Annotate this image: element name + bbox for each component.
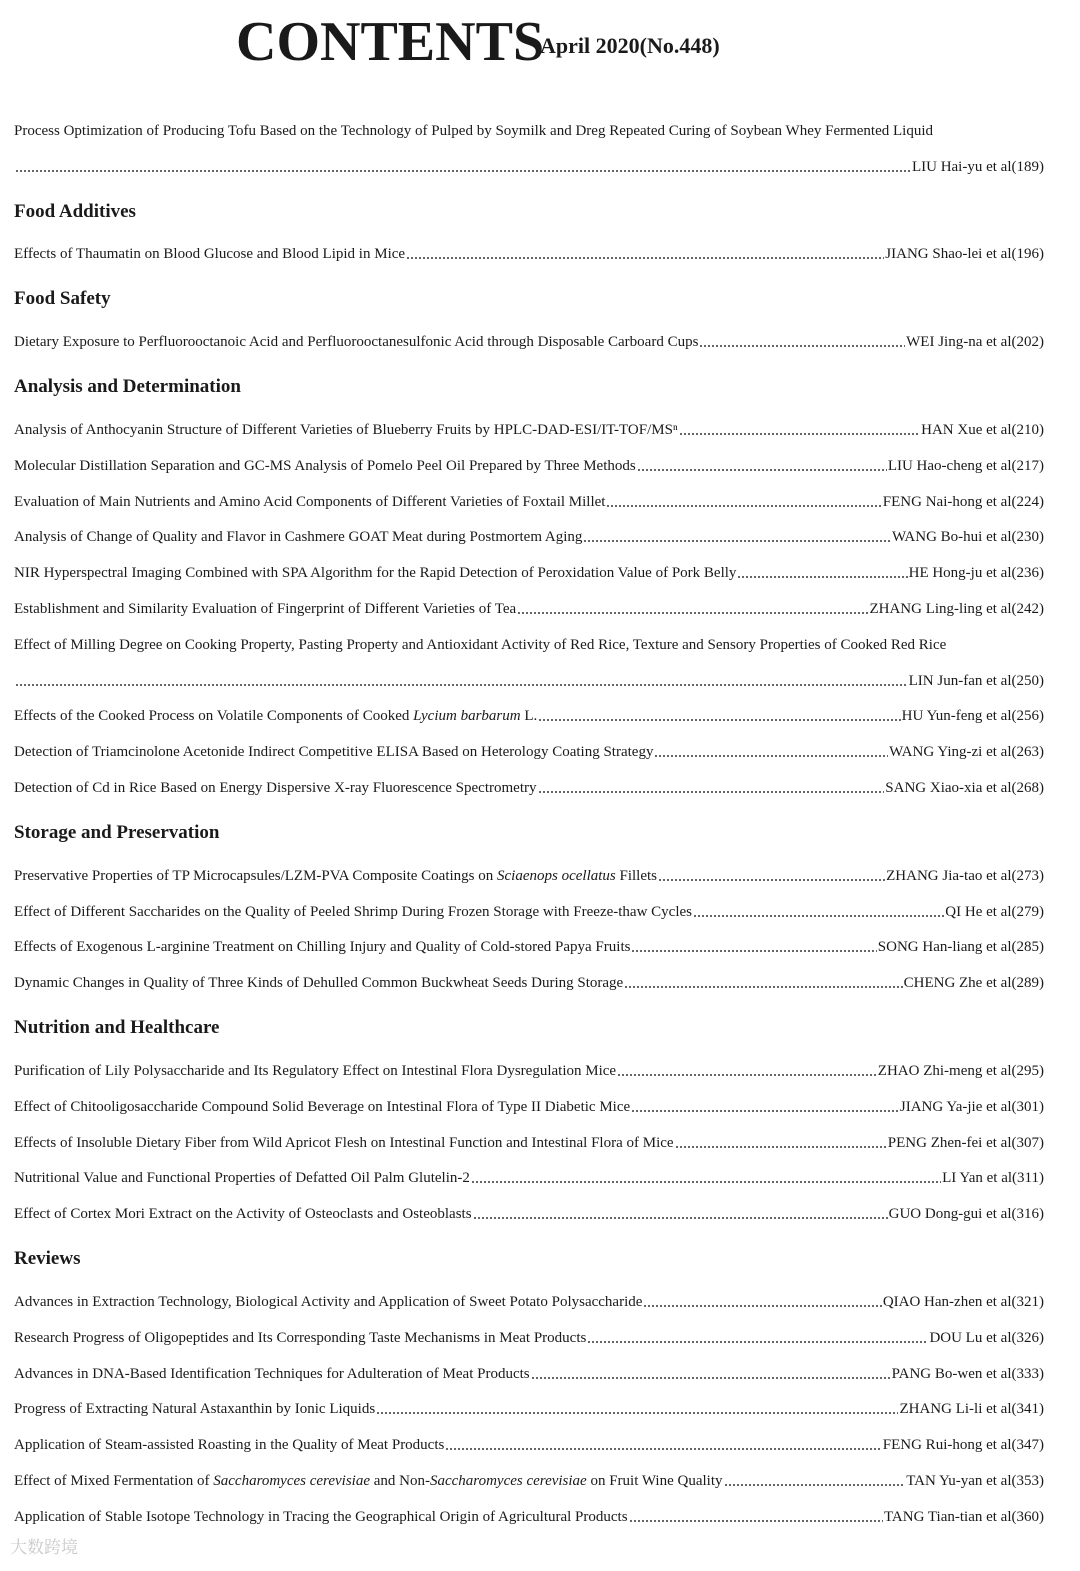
leader-dots: [679, 432, 920, 436]
article-title[interactable]: Advances in DNA-Based Identification Techniques for Adulteration of Meat Products: [14, 1365, 530, 1382]
leader-dots: [471, 1180, 941, 1184]
article-title[interactable]: NIR Hyperspectral Imaging Combined with SPA Algorithm for the Rapid Detection of Peroxidation Value of Pork Belly: [14, 565, 737, 582]
article-authors: TAN Yu-yan et al(353): [906, 1472, 1044, 1489]
toc-line: [14, 1195, 1044, 1231]
toc-line: [14, 1052, 1044, 1088]
article-authors: DOU Lu et al(326): [929, 1329, 1044, 1346]
article-title[interactable]: Purification of Lily Polysaccharide and Its Regulatory Effect on Intestinal Flora Dysregulation Mice: [14, 1062, 617, 1079]
toc-line: [14, 554, 1044, 590]
title-part: and Non-: [369, 1472, 430, 1489]
leader-dots: [737, 575, 907, 579]
article-title[interactable]: Establishment and Similarity Evaluation of Fingerprint of Different Varieties of Tea: [14, 600, 517, 617]
article-authors: PANG Bo-wen et al(333): [891, 1365, 1044, 1382]
leader-dots: [15, 683, 908, 687]
article-title[interactable]: Application of Steam-assisted Roasting in the Quality of Meat Products: [14, 1437, 445, 1454]
toc-entry: [14, 1052, 1044, 1088]
article-title[interactable]: Effects of Insoluble Dietary Fiber from Wild Apricot Flesh on Intestinal Function and Intestinal Flora of Mice: [14, 1134, 674, 1151]
leader-dots: [15, 169, 911, 173]
table-of-contents: [14, 112, 1044, 1534]
toc-line: [14, 1160, 1044, 1196]
toc-line: [14, 1088, 1044, 1124]
article-authors: TANG Tian-tian et al(360): [883, 1508, 1044, 1525]
article-title[interactable]: [14, 1473, 723, 1490]
leader-dots: [583, 539, 891, 543]
toc-entry: [14, 483, 1044, 519]
toc-entry: [14, 733, 1044, 769]
article-authors: QI He et al(279): [945, 903, 1044, 920]
toc-entry: [14, 447, 1044, 483]
leader-dots: [654, 754, 888, 758]
article-authors: HAN Xue et al(210): [921, 421, 1044, 438]
toc-entry: [14, 554, 1044, 590]
toc-entry: [14, 236, 1044, 272]
leader-dots: [658, 878, 885, 882]
article-title[interactable]: [14, 708, 537, 725]
article-title[interactable]: Detection of Triamcinolone Acetonide Indirect Competitive ELISA Based on Heterology Coating Strategy: [14, 744, 654, 761]
article-authors: HU Yun-feng et al(256): [901, 708, 1044, 725]
toc-entry: [14, 112, 1044, 184]
section-heading: Food Safety: [14, 288, 111, 310]
article-authors: SANG Xiao-xia et al(268): [885, 779, 1044, 796]
species-name: Lycium barbarum: [413, 708, 521, 725]
toc-line: [14, 148, 1044, 184]
toc-entry: [14, 1391, 1044, 1427]
article-authors: JIANG Shao-lei et al(196): [885, 246, 1044, 263]
article-title[interactable]: Detection of Cd in Rice Based on Energy Dispersive X-ray Fluorescence Spectrometry: [14, 779, 537, 796]
toc-entry: [14, 1283, 1044, 1319]
toc-line: [14, 1426, 1044, 1462]
toc-line: [14, 1355, 1044, 1391]
article-authors: HE Hong-ju et al(236): [908, 565, 1044, 582]
leader-dots: [531, 1376, 891, 1380]
article-title[interactable]: Dynamic Changes in Quality of Three Kinds of Dehulled Common Buckwheat Seeds During Storage: [14, 975, 624, 992]
toc-line: [14, 626, 1044, 662]
article-authors: QIAO Han-zhen et al(321): [882, 1293, 1044, 1310]
toc-line: [14, 662, 1044, 698]
leader-dots: [473, 1216, 888, 1220]
toc-entry: [14, 1160, 1044, 1196]
article-title[interactable]: Dietary Exposure to Perfluorooctanoic Acid and Perfluorooctanesulfonic Acid through Disposable Carboard Cups: [14, 334, 699, 351]
toc-line: [14, 1498, 1044, 1534]
toc-entry: [14, 1462, 1044, 1498]
leader-dots: [376, 1411, 898, 1415]
species-name: Sciaenops ocellatus: [497, 867, 616, 884]
toc-line: [14, 1319, 1044, 1355]
article-authors: ZHANG Jia-tao et al(273): [886, 867, 1044, 884]
article-authors: ZHANG Ling-ling et al(242): [869, 600, 1044, 617]
article-title[interactable]: Advances in Extraction Technology, Biological Activity and Application of Sweet Potato Polysaccharide: [14, 1293, 643, 1310]
title-part: Effect of Mixed Fermentation of: [14, 1472, 214, 1489]
toc-entry: [14, 893, 1044, 929]
issue-label: April 2020(No.448): [540, 33, 720, 58]
leader-dots: [629, 1519, 883, 1523]
leader-dots: [699, 344, 905, 348]
leader-dots: [693, 914, 944, 918]
leader-dots: [675, 1145, 887, 1149]
article-title[interactable]: Application of Stable Isotope Technology in Tracing the Geographical Origin of Agricultural Products: [14, 1508, 628, 1525]
toc-entry: [14, 1355, 1044, 1391]
article-title[interactable]: Effects of Exogenous L-arginine Treatment on Chilling Injury and Quality of Cold-stored Papya Fruits: [14, 939, 631, 956]
toc-line: [14, 323, 1044, 359]
article-authors: JIANG Ya-jie et al(301): [899, 1098, 1044, 1115]
article-authors: PENG Zhen-fei et al(307): [887, 1134, 1044, 1151]
toc-line: [14, 590, 1044, 626]
leader-dots: [643, 1304, 881, 1308]
toc-line: [14, 1391, 1044, 1427]
toc-entry: [14, 857, 1044, 893]
article-title[interactable]: Research Progress of Oligopeptides and Its Corresponding Taste Mechanisms in Meat Products: [14, 1329, 587, 1346]
article-authors: WANG Bo-hui et al(230): [891, 529, 1044, 546]
leader-dots: [538, 718, 900, 722]
toc-entry: [14, 1426, 1044, 1462]
section-heading: Analysis and Determination: [14, 376, 241, 398]
toc-entry: [14, 323, 1044, 359]
toc-line: [14, 893, 1044, 929]
title-part: Effects of the Cooked Process on Volatile Components of Cooked: [14, 708, 414, 725]
section-heading: Storage and Preservation: [14, 821, 220, 843]
leader-dots: [724, 1483, 906, 1487]
article-title[interactable]: Process Optimization of Producing Tofu Based on the Technology of Pulped by Soymilk and Dreg Repeated Curing of Soybean Whey Fermented Liquid: [14, 122, 933, 139]
toc-line: [14, 733, 1044, 769]
toc-entry: [14, 626, 1044, 698]
article-authors: CHENG Zhe et al(289): [903, 975, 1044, 992]
species-name: Saccharomyces cerevisiae: [429, 1472, 587, 1489]
toc-entry: [14, 1195, 1044, 1231]
leader-dots: [538, 790, 885, 794]
article-title[interactable]: [14, 868, 657, 885]
article-authors: FENG Rui-hong et al(347): [882, 1437, 1044, 1454]
toc-entry: [14, 1319, 1044, 1355]
toc-entry: [14, 1498, 1044, 1534]
toc-line: [14, 698, 1044, 734]
leader-dots: [624, 985, 902, 989]
article-title[interactable]: Analysis of Anthocyanin Structure of Different Varieties of Blueberry Fruits by HPLC-DAD-ESI/IT-TOF/MSⁿ: [14, 421, 678, 438]
article-authors: GUO Dong-gui et al(316): [888, 1206, 1044, 1223]
article-title[interactable]: Molecular Distillation Separation and GC-MS Analysis of Pomelo Peel Oil Prepared by Three Methods: [14, 457, 636, 474]
title-part: Fillets: [615, 867, 658, 884]
article-title[interactable]: Effect of Different Saccharides on the Quality of Peeled Shrimp During Frozen Storage with Freeze-thaw Cycles: [14, 903, 692, 920]
leader-dots: [631, 1109, 899, 1113]
title-part: L.: [520, 708, 538, 725]
toc-line: [14, 1462, 1044, 1498]
page-header: [0, 8, 1080, 78]
toc-line: [14, 447, 1044, 483]
article-authors: LIU Hao-cheng et al(217): [887, 457, 1044, 474]
watermark: 大数跨境: [10, 1538, 78, 1558]
toc-line: [14, 769, 1044, 805]
article-authors: ZHAO Zhi-meng et al(295): [877, 1062, 1044, 1079]
leader-dots: [587, 1340, 928, 1344]
article-authors: ZHANG Li-li et al(341): [899, 1401, 1044, 1418]
article-authors: LIU Hai-yu et al(189): [911, 158, 1044, 175]
toc-line: [14, 964, 1044, 1000]
toc-entry: [14, 1124, 1044, 1160]
toc-line: [14, 411, 1044, 447]
toc-entry: [14, 698, 1044, 734]
toc-line: [14, 929, 1044, 965]
article-authors: FENG Nai-hong et al(224): [882, 493, 1044, 510]
leader-dots: [406, 256, 884, 260]
page-title: CONTENTS: [236, 11, 545, 73]
leader-dots: [637, 468, 887, 472]
section-heading: Nutrition and Healthcare: [14, 1017, 220, 1039]
toc-entry: [14, 769, 1044, 805]
toc-entry: [14, 411, 1044, 447]
article-title[interactable]: Effects of Thaumatin on Blood Glucose and Blood Lipid in Mice: [14, 246, 406, 263]
toc-line: [14, 857, 1044, 893]
leader-dots: [445, 1447, 881, 1451]
article-authors: LI Yan et al(311): [942, 1170, 1044, 1187]
leader-dots: [517, 611, 868, 615]
leader-dots: [631, 949, 876, 953]
article-title[interactable]: Progress of Extracting Natural Astaxanthin by Ionic Liquids: [14, 1401, 376, 1418]
toc-entry: [14, 590, 1044, 626]
toc-line: [14, 519, 1044, 555]
toc-entry: [14, 929, 1044, 965]
article-title[interactable]: Nutritional Value and Functional Properties of Defatted Oil Palm Glutelin-2: [14, 1170, 470, 1187]
section-heading: Food Additives: [14, 200, 136, 222]
species-name: Saccharomyces cerevisiae: [213, 1472, 370, 1489]
article-authors: WANG Ying-zi et al(263): [889, 744, 1044, 761]
toc-line: [14, 483, 1044, 519]
article-title[interactable]: Effect of Cortex Mori Extract on the Activity of Osteoclasts and Osteoblasts: [14, 1206, 472, 1223]
article-authors: LIN Jun-fan et al(250): [908, 672, 1044, 689]
leader-dots: [617, 1073, 877, 1077]
leader-dots: [606, 504, 881, 508]
toc-line: [14, 1124, 1044, 1160]
toc-entry: [14, 519, 1044, 555]
toc-line: [14, 112, 1044, 148]
toc-line: [14, 1283, 1044, 1319]
toc-line: [14, 236, 1044, 272]
article-authors: WEI Jing-na et al(202): [906, 334, 1044, 351]
article-authors: SONG Han-liang et al(285): [877, 939, 1044, 956]
article-title[interactable]: Evaluation of Main Nutrients and Amino Acid Components of Different Varieties of Foxtail Millet: [14, 493, 606, 510]
section-heading: Reviews: [14, 1248, 81, 1270]
title-part: on Fruit Wine Quality: [586, 1472, 723, 1489]
toc-entry: [14, 964, 1044, 1000]
article-title[interactable]: Analysis of Change of Quality and Flavor in Cashmere GOAT Meat during Postmortem Aging: [14, 529, 583, 546]
article-title[interactable]: Effect of Milling Degree on Cooking Property, Pasting Property and Antioxidant Activity of Red Rice, Texture and Sensory Properties of Cooked Red Rice: [14, 636, 947, 653]
article-title[interactable]: Effect of Chitooligosaccharide Compound Solid Beverage on Intestinal Flora of Type II Diabetic Mice: [14, 1098, 631, 1115]
title-part: Preservative Properties of TP Microcapsules/LZM-PVA Composite Coatings on: [14, 867, 498, 884]
toc-entry: [14, 1088, 1044, 1124]
